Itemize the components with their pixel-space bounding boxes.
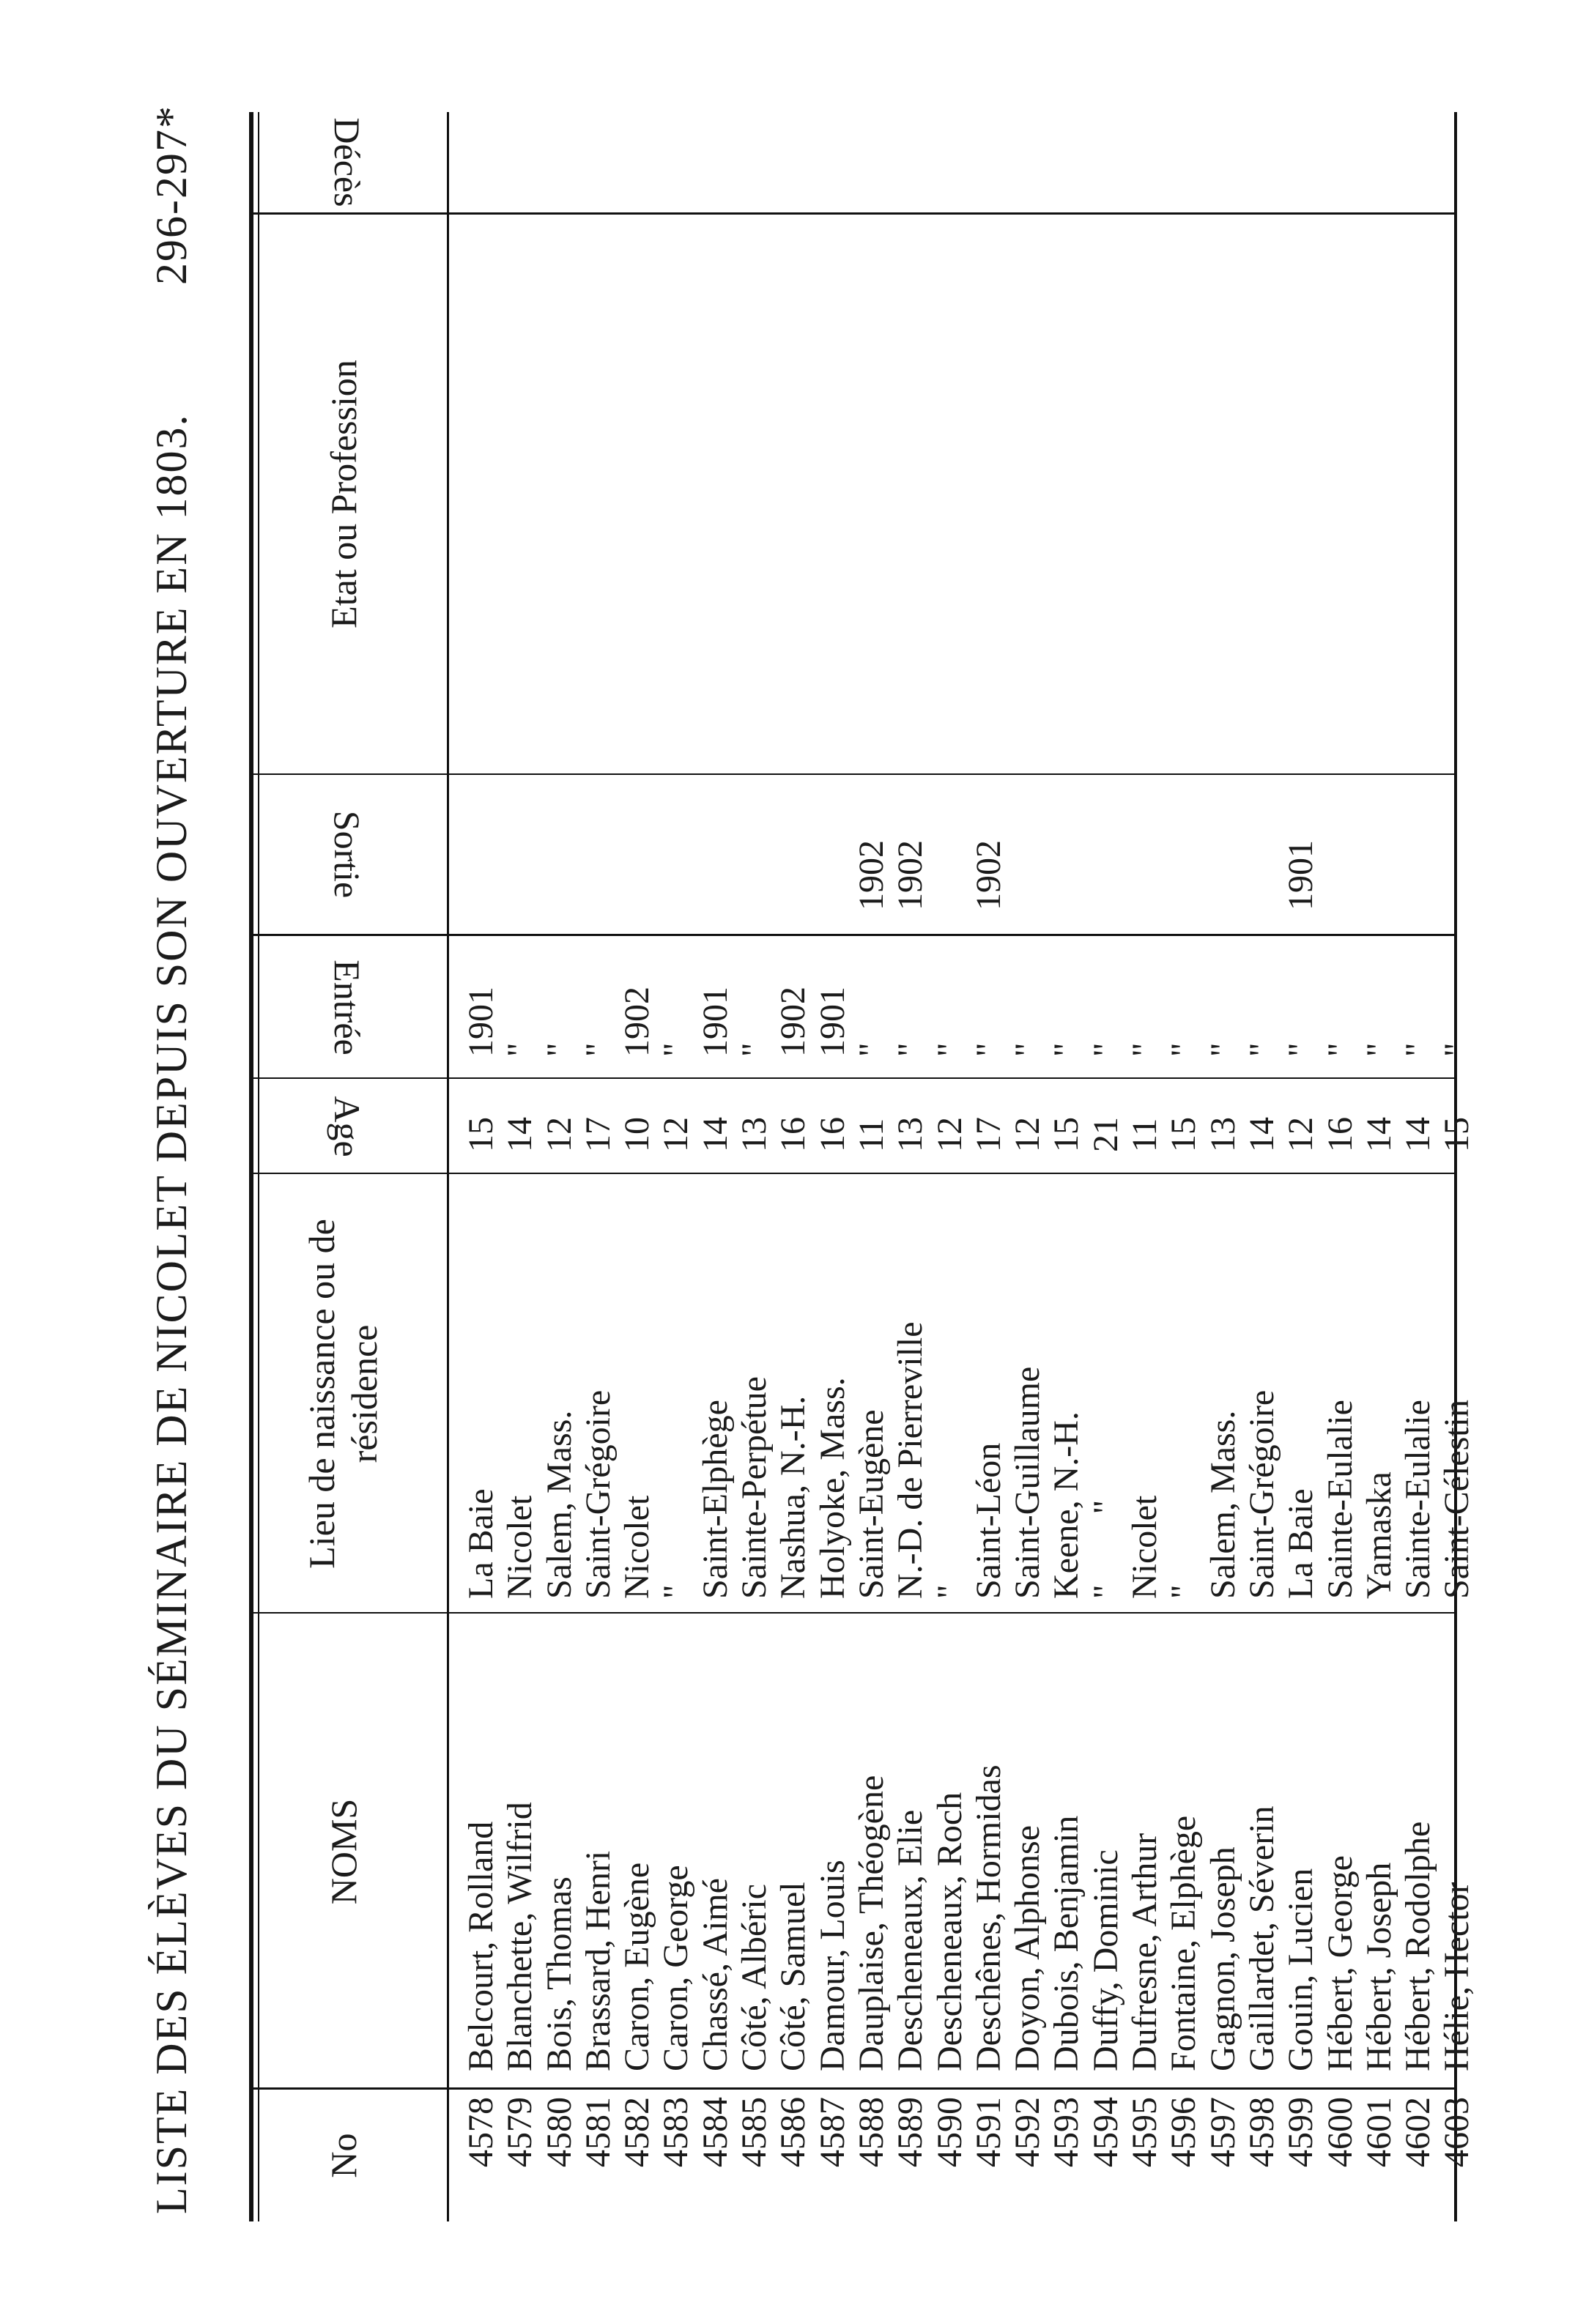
cell-sortie: 1901 — [1281, 840, 1321, 910]
cell-nom: Caron, George — [656, 1865, 696, 2071]
cell-entree: " — [735, 1042, 774, 1057]
cell-entree: " — [539, 1042, 579, 1057]
cell-no: 4603 — [1437, 2097, 1477, 2167]
header-sortie: Sortie — [327, 810, 368, 899]
col-sep-noms — [249, 1612, 1454, 1614]
cell-no: 4584 — [695, 2097, 735, 2167]
cell-no: 4578 — [462, 2097, 500, 2167]
cell-sortie — [1437, 786, 1476, 910]
cell-lieu: Nicolet — [1125, 1495, 1165, 1599]
cell-no: 4591 — [968, 2097, 1008, 2167]
header-no: No — [323, 2133, 364, 2178]
cell-sortie — [813, 786, 852, 910]
cell-sortie — [1164, 786, 1203, 910]
cell-lieu: Saint-Grégoire — [1242, 1389, 1281, 1599]
cell-no: 4588 — [851, 2097, 891, 2167]
column-no — [462, 2097, 1477, 2207]
cell-age: 12 — [656, 1117, 696, 1152]
header-noms: NOMS — [323, 1798, 364, 1905]
cell-nom: Hélie, Hector — [1437, 1882, 1477, 2071]
cell-age: 17 — [578, 1117, 618, 1152]
cell-age: 13 — [1203, 1117, 1242, 1152]
cell-entree: " — [1359, 1042, 1398, 1057]
cell-nom: Fontaine, Elphège — [1164, 1815, 1204, 2071]
cell-nom: Chassé, Aimé — [695, 1878, 735, 2071]
cell-entree: 1902 — [618, 987, 657, 1057]
cell-lieu: Sainte-Perpétue — [735, 1376, 774, 1599]
column-entree — [462, 940, 1477, 1057]
cell-entree: 1901 — [812, 987, 852, 1057]
cell-entree: " — [851, 1042, 891, 1057]
cell-nom: Deschênes, Hormidas — [968, 1764, 1008, 2071]
cell-nom: Gaillardet, Séverin — [1242, 1805, 1281, 2071]
col-sep-no — [249, 2087, 1454, 2090]
cell-entree: " — [968, 1042, 1008, 1057]
cell-lieu: Saint-Guillaume — [1008, 1366, 1048, 1599]
cell-age: 14 — [1359, 1117, 1398, 1152]
cell-nom: Duffy, Dominic — [1086, 1849, 1125, 2071]
cell-sortie — [1125, 786, 1164, 910]
cell-entree: " — [1203, 1042, 1242, 1057]
header-deces: Décès — [327, 117, 368, 207]
column-age — [462, 1086, 1477, 1152]
cell-age: 12 — [539, 1117, 579, 1152]
column-noms — [462, 1621, 1477, 2071]
cell-age: 15 — [1047, 1117, 1086, 1152]
cell-lieu: " " — [1086, 1499, 1125, 1599]
cell-no: 4585 — [735, 2097, 774, 2167]
cell-no: 4583 — [656, 2097, 696, 2167]
cell-lieu: La Baie — [462, 1488, 500, 1599]
cell-entree: " — [1086, 1042, 1125, 1057]
cell-lieu: Salem, Mass. — [539, 1410, 579, 1599]
cell-no: 4597 — [1203, 2097, 1242, 2167]
cell-sortie — [1360, 786, 1398, 910]
cell-age: 10 — [618, 1117, 657, 1152]
cell-age: 14 — [500, 1117, 540, 1152]
cell-entree: 1901 — [462, 987, 500, 1057]
cell-lieu: Saint-Elphège — [695, 1400, 735, 1599]
cell-lieu: Nicolet — [500, 1495, 540, 1599]
cell-no: 4581 — [578, 2097, 618, 2167]
cell-lieu: Saint-Célestin — [1437, 1400, 1477, 1599]
cell-no: 4590 — [930, 2097, 969, 2167]
cell-age: 15 — [462, 1117, 500, 1152]
cell-lieu: La Baie — [1281, 1488, 1321, 1599]
cell-lieu: Saint-Grégoire — [578, 1389, 618, 1599]
column-sortie — [462, 786, 1477, 910]
cell-nom: Côté, Albéric — [735, 1884, 774, 2071]
cell-no: 4599 — [1281, 2097, 1321, 2167]
cell-nom: Doyon, Alphonse — [1008, 1825, 1048, 2071]
cell-sortie — [462, 786, 500, 910]
cell-entree: " — [500, 1042, 540, 1057]
cell-age: 11 — [1125, 1118, 1165, 1152]
header-age: Age — [327, 1096, 368, 1157]
cell-lieu: Saint-Léon — [968, 1442, 1008, 1599]
cell-age: 14 — [1398, 1117, 1438, 1152]
cell-age: 14 — [1242, 1117, 1281, 1152]
cell-age: 13 — [735, 1117, 774, 1152]
cell-sortie — [656, 786, 695, 910]
cell-entree: " — [1281, 1042, 1321, 1057]
cell-entree: " — [1320, 1042, 1360, 1057]
cell-sortie — [540, 786, 579, 910]
cell-no: 4579 — [500, 2097, 540, 2167]
cell-sortie — [500, 786, 539, 910]
cell-entree: " — [1398, 1042, 1438, 1057]
cell-lieu: Nashua, N.-H. — [774, 1395, 813, 1599]
cell-sortie: 1902 — [891, 840, 930, 910]
col-sep-sortie — [249, 773, 1454, 775]
col-sep-age — [249, 1077, 1454, 1079]
cell-no: 4596 — [1164, 2097, 1204, 2167]
cell-entree: 1901 — [695, 987, 735, 1057]
cell-lieu: Sainte-Eulalie — [1320, 1400, 1360, 1599]
cell-nom: Dauplaise, Théogène — [851, 1775, 891, 2071]
cell-nom: Dubois, Benjamin — [1047, 1815, 1086, 2071]
cell-entree: 1902 — [774, 987, 813, 1057]
cell-lieu: Keene, N.-H. — [1047, 1411, 1086, 1599]
cell-nom: Dufresne, Arthur — [1125, 1833, 1165, 2071]
cell-nom: Hébert, Joseph — [1359, 1862, 1398, 2071]
cell-age: 16 — [812, 1117, 852, 1152]
cell-entree: " — [930, 1042, 969, 1057]
cell-sortie — [1086, 786, 1125, 910]
cell-entree: " — [1164, 1042, 1204, 1057]
cell-nom: Descheneaux, Elie — [891, 1809, 930, 2071]
cell-nom: Brassard, Henri — [578, 1850, 618, 2071]
cell-lieu: Yamaska — [1359, 1471, 1398, 1599]
cell-sortie — [1242, 786, 1281, 910]
cell-nom: Gouin, Lucien — [1281, 1868, 1321, 2071]
cell-entree: " — [578, 1042, 618, 1057]
cell-age: 17 — [968, 1117, 1008, 1152]
cell-entree: " — [1437, 1042, 1477, 1057]
cell-sortie — [735, 786, 774, 910]
cell-nom: Hébert, George — [1320, 1855, 1360, 2071]
cell-entree: " — [1008, 1042, 1048, 1057]
table-top-rule — [249, 112, 253, 2221]
cell-nom: Hébert, Rodolphe — [1398, 1821, 1438, 2071]
cell-age: 16 — [774, 1117, 813, 1152]
cell-sortie — [696, 786, 735, 910]
cell-lieu: Nicolet — [618, 1495, 657, 1599]
cell-sortie — [1008, 786, 1047, 910]
cell-lieu: Salem, Mass. — [1203, 1410, 1242, 1599]
cell-age: 21 — [1086, 1117, 1125, 1152]
cell-no: 4602 — [1398, 2097, 1438, 2167]
header-etat: Etat ou Profession — [323, 360, 364, 628]
cell-no: 4586 — [774, 2097, 813, 2167]
cell-lieu: " — [656, 1584, 696, 1599]
cell-no: 4592 — [1008, 2097, 1048, 2167]
cell-sortie — [1047, 786, 1086, 910]
cell-entree: " — [656, 1042, 696, 1057]
cell-age: 15 — [1164, 1117, 1204, 1152]
cell-nom: Bois, Thomas — [539, 1876, 579, 2071]
header-lieu: Lieu de naissance ou de résidence — [301, 1219, 385, 1569]
cell-lieu: Holyoke, Mass. — [812, 1377, 852, 1599]
cell-no: 4594 — [1086, 2097, 1125, 2167]
cell-entree: " — [891, 1042, 930, 1057]
register-table — [249, 90, 1477, 2221]
col-sep-lieu — [249, 1173, 1454, 1174]
cell-entree: " — [1242, 1042, 1281, 1057]
header-bottom-rule — [447, 112, 449, 2221]
cell-sortie — [1204, 786, 1242, 910]
cell-nom: Descheneaux, Roch — [930, 1792, 969, 2071]
cell-sortie — [579, 786, 618, 910]
cell-age: 16 — [1320, 1117, 1360, 1152]
cell-no: 4589 — [891, 2097, 930, 2167]
cell-lieu: Sainte-Eulalie — [1398, 1400, 1438, 1599]
cell-nom: Belcourt, Rolland — [462, 1821, 500, 2071]
cell-no: 4582 — [618, 2097, 657, 2167]
cell-no: 4593 — [1047, 2097, 1086, 2167]
cell-sortie — [774, 786, 812, 910]
cell-no: 4580 — [539, 2097, 579, 2167]
cell-entree: " — [1047, 1042, 1086, 1057]
col-sep-etat — [249, 212, 1454, 215]
cell-lieu: N.-D. de Pierreville — [891, 1321, 930, 1599]
page-number: 296-297* — [147, 105, 196, 285]
cell-no: 4598 — [1242, 2097, 1281, 2167]
page-header — [147, 105, 212, 2214]
cell-lieu: " — [930, 1584, 969, 1599]
header-entree: Entrée — [327, 959, 368, 1055]
cell-age: 12 — [1281, 1117, 1321, 1152]
cell-nom: Côté, Samuel — [774, 1882, 813, 2071]
cell-age: 12 — [930, 1117, 969, 1152]
column-lieu — [462, 1181, 1477, 1599]
cell-no: 4595 — [1125, 2097, 1165, 2167]
cell-nom: Damour, Louis — [812, 1860, 852, 2071]
page-title: LISTE DES ÉLÈVES DU SÉMINAIRE DE NICOLET DEPUIS SON OUVERTURE EN 1803. — [147, 413, 196, 2214]
cell-sortie — [618, 786, 656, 910]
table-top-rule-inner — [258, 112, 259, 2221]
cell-lieu: Saint-Eugène — [851, 1409, 891, 1599]
cell-age: 11 — [851, 1118, 891, 1152]
cell-sortie — [930, 786, 969, 910]
cell-age: 15 — [1437, 1117, 1477, 1152]
cell-nom: Blanchette, Wilfrid — [500, 1802, 540, 2071]
cell-no: 4600 — [1320, 2097, 1360, 2167]
cell-sortie — [1398, 786, 1437, 910]
cell-nom: Gagnon, Joseph — [1203, 1846, 1242, 2071]
cell-sortie: 1902 — [851, 840, 891, 910]
cell-no: 4587 — [812, 2097, 852, 2167]
cell-sortie — [1321, 786, 1360, 910]
cell-entree: " — [1125, 1042, 1165, 1057]
cell-age: 13 — [891, 1117, 930, 1152]
cell-sortie: 1902 — [968, 840, 1008, 910]
cell-no: 4601 — [1359, 2097, 1398, 2167]
cell-lieu: " — [1164, 1584, 1204, 1599]
cell-age: 12 — [1008, 1117, 1048, 1152]
col-sep-entree — [249, 934, 1454, 936]
cell-nom: Caron, Eugène — [618, 1862, 657, 2071]
cell-age: 14 — [695, 1117, 735, 1152]
